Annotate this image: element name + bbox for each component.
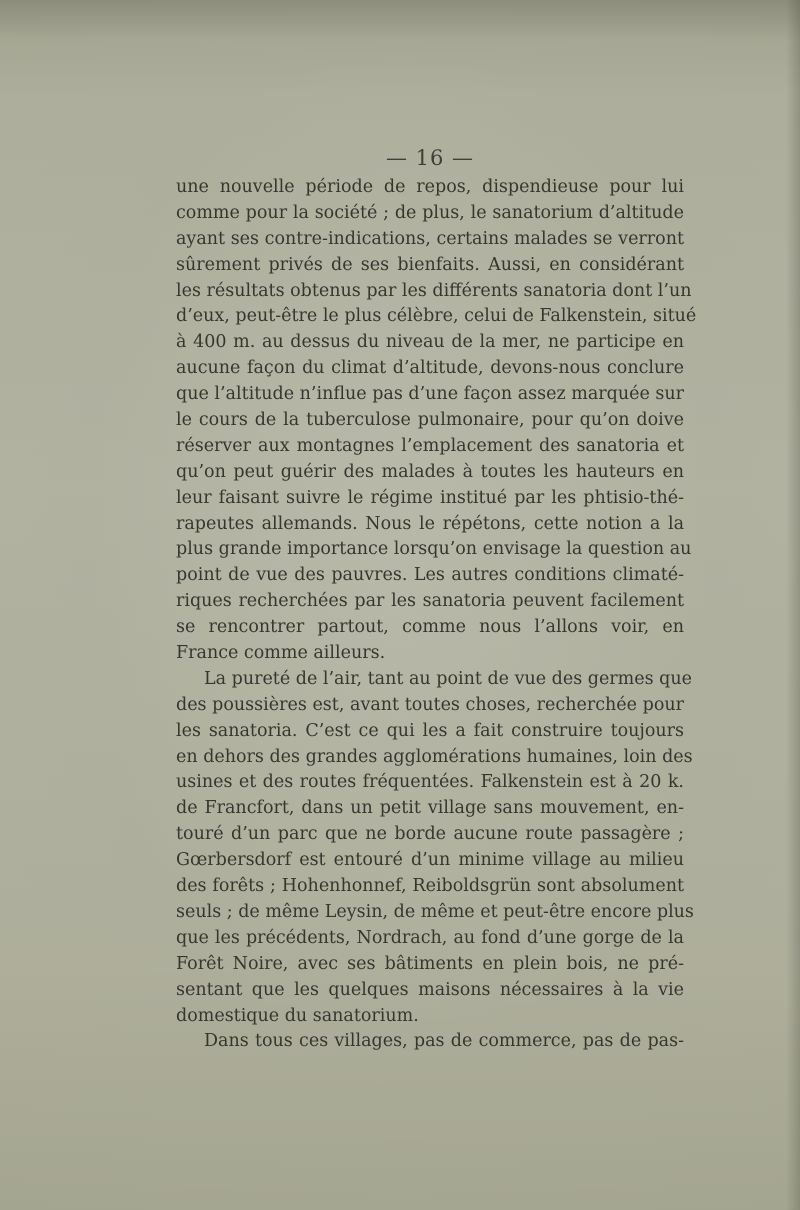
text-line: Forêt Noire, avec ses bâtiments en plein bois, ne pré-: [176, 953, 684, 974]
text-line: seuls ; de même Leysin, de même et peut-être encore plus: [176, 901, 694, 922]
text-line: sentant que les quelques maisons nécessaires à la vie: [176, 979, 684, 1000]
text-line: aucune façon du climat d’altitude, devons-nous conclure: [176, 358, 684, 379]
page-number: — 16 —: [385, 146, 475, 170]
text-line: que les précédents, Nordrach, au fond d’une gorge de la: [176, 927, 684, 948]
text-line: sûrement privés de ses bienfaits. Aussi, en considérant: [176, 254, 684, 275]
text-line: que l’altitude n’influe pas d’une façon assez marquée sur: [176, 384, 684, 405]
text-line: à 400 m. au dessus du niveau de la mer, ne participe en: [176, 332, 684, 353]
page-top-shadow: [0, 0, 800, 40]
text-line: ayant ses contre-indications, certains malades se verront: [176, 228, 684, 249]
text-line: les résultats obtenus par les différents sanatoria dont l’un: [176, 280, 692, 301]
text-line: des poussières est, avant toutes choses, recherchée pour: [176, 694, 684, 715]
text-line: leur faisant suivre le régime institué par les phtisio-thé-: [176, 487, 684, 508]
text-line: Gœrbersdorf est entouré d’un minime village au milieu: [176, 850, 684, 871]
page-right-shadow: [786, 0, 800, 1210]
text-line: qu’on peut guérir des malades à toutes les hauteurs en: [176, 461, 684, 482]
text-line: comme pour la société ; de plus, le sanatorium d’altitude: [176, 202, 684, 223]
text-line: se rencontrer partout, comme nous l’allons voir, en: [176, 617, 684, 638]
text-line: point de vue des pauvres. Les autres conditions climaté-: [176, 565, 684, 586]
text-line: des forêts ; Hohenhonnef, Reiboldsgrün sont absolument: [176, 876, 684, 897]
text-line-paragraph-end: France comme ailleurs.: [176, 643, 386, 664]
text-line: rapeutes allemands. Nous le répétons, cette notion a la: [176, 513, 684, 534]
text-line: une nouvelle période de repos, dispendieuse pour lui: [176, 177, 684, 197]
text-line: en dehors des grandes agglomérations humaines, loin des: [176, 746, 693, 767]
text-line-paragraph-start: Dans tous ces villages, pas de commerce, pas de pas-: [204, 1031, 684, 1052]
body-text: [176, 175, 697, 1055]
text-line: plus grande importance lorsqu’on envisage la question au: [176, 539, 692, 560]
text-line: le cours de la tuberculose pulmonaire, pour qu’on doive: [176, 410, 684, 431]
text-line: réserver aux montagnes l’emplacement des sanatoria et: [176, 435, 684, 456]
text-line: usines et des routes fréquentées. Falkenstein est à 20 k.: [176, 772, 684, 793]
text-line-paragraph-end: domestique du sanatorium.: [176, 1005, 419, 1026]
text-line: les sanatoria. C’est ce qui les a fait construire toujours: [176, 720, 684, 741]
text-line: touré d’un parc que ne borde aucune route passagère ;: [176, 824, 684, 845]
text-line: d’eux, peut-être le plus célèbre, celui de Falkenstein, situé: [176, 306, 697, 327]
text-line: de Francfort, dans un petit village sans mouvement, en-: [176, 798, 684, 819]
text-line-paragraph-start: La pureté de l’air, tant au point de vue des germes que: [204, 668, 692, 689]
text-line: riques recherchées par les sanatoria peuvent facilement: [176, 591, 684, 612]
